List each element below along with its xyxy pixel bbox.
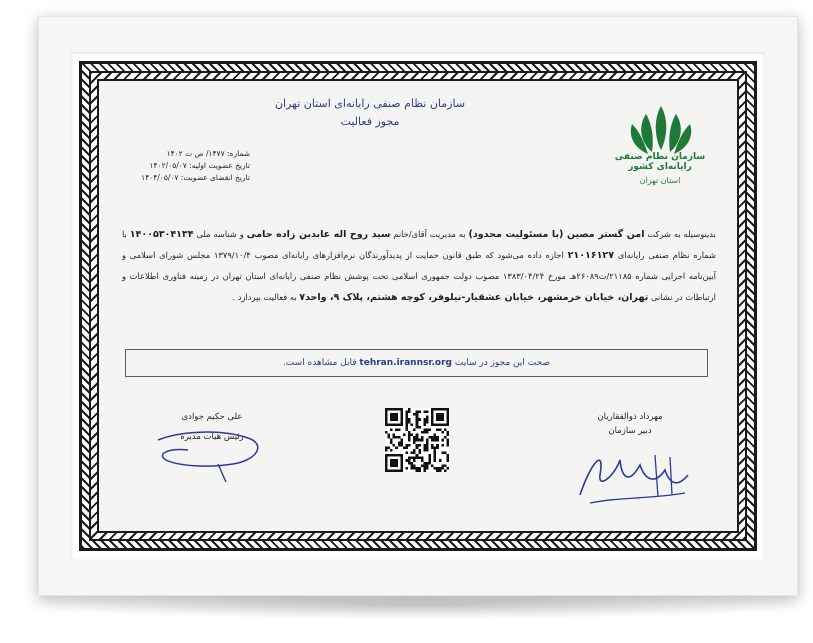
body-segment: بدینوسیله به شرکت xyxy=(647,229,716,239)
certificate-body xyxy=(122,224,716,308)
manager-name: سید روح اله عابدین زاده حامی xyxy=(246,229,391,240)
verify-prefix: صحت این مجوز در سایت xyxy=(454,358,551,368)
business-address: تهران، خیابان خرمشهر، خیابان عشقیار-نیلوفر، کوچه هشتم، پلاک ۹، واحد۷ xyxy=(299,292,649,303)
chairman-name: علی حکیم جوادی xyxy=(181,412,243,422)
chairman-signature-icon xyxy=(148,420,278,485)
verification-notice xyxy=(125,349,708,377)
logo-province: استان تهران xyxy=(639,176,681,185)
body-segment: و شناسه ملی xyxy=(196,229,244,239)
chairman-role: رئیس هیات مدیره xyxy=(180,432,244,442)
certificate-meta xyxy=(120,148,250,184)
first-membership-date: تاریخ عضویت اولیه: ۱۴۰۲/۰۵/۰۷ xyxy=(149,161,250,170)
body-segment: با شماره نظام صنفی رایانه‌ای xyxy=(122,229,716,260)
secretary-name: مهرداد ذوالفقاریان xyxy=(597,412,663,422)
qr-code-icon[interactable] xyxy=(385,408,449,472)
logo-caption: سازمان نظام صنفی رایانه‌ای کشور xyxy=(614,152,706,172)
national-id: ۱۴۰۰۵۳۰۴۱۳۴ xyxy=(129,229,194,240)
body-segment: اجازه داده می‌شود که طبق قانون حمایت از پدیدآورندگان نرم‌افزارهای رایانه‌ای مصوب ۱۳۷۹/۱۰/۴ مجلس شورای اسلامی و آیین‌نامه اجرایی شماره ۲۱۱۸۵/ت۲۶۰۸۹هـ مورخ ۱۳۸۳/۰۴/۲۴ مصوب دولت جمهوری اسلامی تحت پوشش نظام صنفی رایانه‌ای استان تهران در زمینه فناوری اطلاعات و ارتباطات در نشانی xyxy=(122,250,716,302)
verify-suffix: قابل مشاهده است. xyxy=(282,358,357,368)
certificate-title: مجوز فعالیت xyxy=(340,115,400,128)
guild-number: ۲۱۰۱۶۱۲۷ xyxy=(567,250,614,261)
certificate-number: شماره: ۱۴۷۷/ ص ت ۱۴۰۲ xyxy=(166,149,250,158)
body-segment: به مدیریت آقای/خانم xyxy=(393,229,466,239)
company-name: امن گستر مصین (با مسئولیت محدود) xyxy=(468,229,645,240)
membership-expiry-date: تاریخ انقضای عضویت: ۱۴۰۴/۰۵/۰۷ xyxy=(141,173,250,182)
verify-site[interactable]: tehran.irannsr.org xyxy=(359,358,452,368)
organization-title: سازمان نظام صنفی رایانه‌ای استان تهران xyxy=(274,97,466,110)
secretary-signature-icon xyxy=(560,435,700,510)
body-segment: به فعالیت بپردازد . xyxy=(232,292,297,302)
secretary-role: دبیر سازمان xyxy=(608,426,652,436)
